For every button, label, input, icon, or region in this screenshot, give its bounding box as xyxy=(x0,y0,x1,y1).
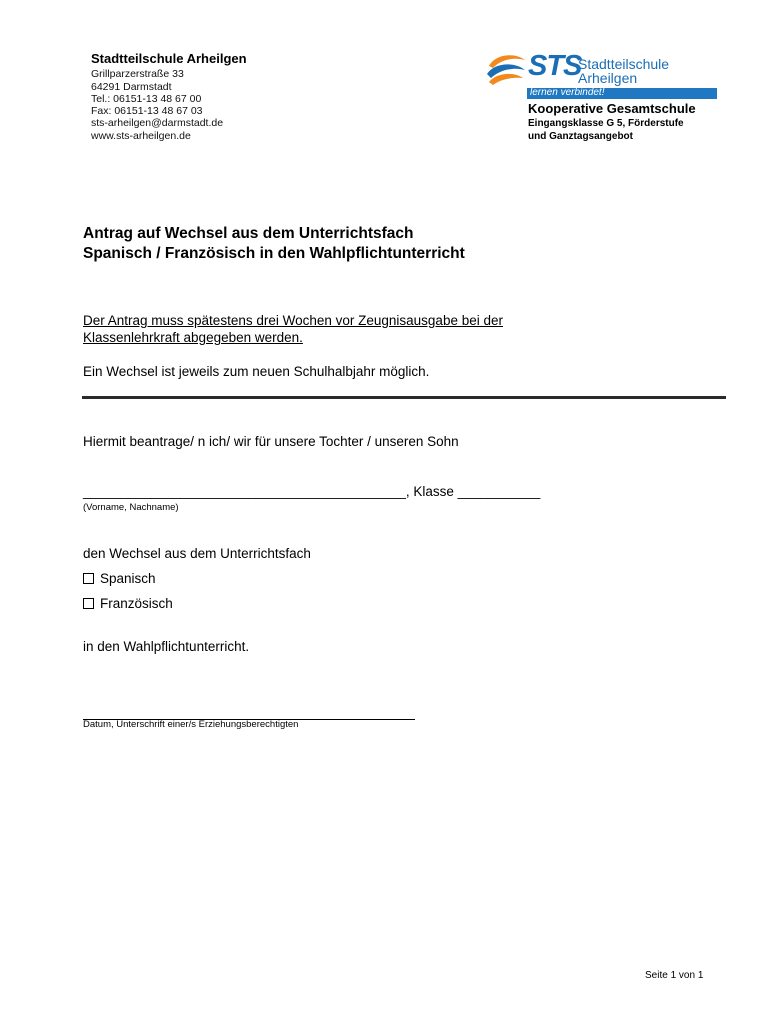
change-from-text: den Wechsel aus dem Unterrichtsfach xyxy=(83,546,311,561)
logo-slogan: lernen verbindet! xyxy=(530,87,605,98)
checkbox-icon[interactable] xyxy=(83,598,94,609)
name-caption: (Vorname, Nachname) xyxy=(83,502,179,513)
option-french-label: Französisch xyxy=(100,596,173,611)
school-sub1: Eingangsklasse G 5, Förderstufe xyxy=(528,118,684,129)
address-fax: Fax: 06151-13 48 67 03 xyxy=(91,105,203,117)
school-sub2: und Ganztagsangebot xyxy=(528,131,633,142)
address-city: 64291 Darmstadt xyxy=(91,81,172,93)
page-number: Seite 1 von 1 xyxy=(645,970,704,981)
request-intro: Hiermit beantrage/ n ich/ wir für unsere Tochter / unseren Sohn xyxy=(83,434,459,449)
signature-caption: Datum, Unterschrift einer/s Erziehungsberechtigten xyxy=(83,719,299,730)
notice-line1: Der Antrag muss spätestens drei Wochen vor Zeugnisausgabe bei der xyxy=(83,313,503,328)
document-title-line1: Antrag auf Wechsel aus dem Unterrichtsfach xyxy=(83,225,414,242)
school-type: Kooperative Gesamtschule xyxy=(528,101,696,116)
school-name: Stadtteilschule Arheilgen xyxy=(91,51,247,66)
document-title-line2: Spanisch / Französisch in den Wahlpflichtunterricht xyxy=(83,245,465,262)
option-spanish-label: Spanisch xyxy=(100,571,156,586)
option-french[interactable] xyxy=(83,595,173,612)
notice-line2: Klassenlehrkraft abgegeben werden. xyxy=(83,330,303,345)
address-tel: Tel.: 06151-13 48 67 00 xyxy=(91,93,202,105)
to-text: in den Wahlpflichtunterricht. xyxy=(83,639,250,654)
checkbox-icon[interactable] xyxy=(83,573,94,584)
school-logo-mark-icon xyxy=(485,52,527,88)
address-email: sts-arheilgen@darmstadt.de xyxy=(91,117,224,129)
info-text: Ein Wechsel ist jeweils zum neuen Schulhalbjahr möglich. xyxy=(83,364,430,379)
address-street: Grillparzerstraße 33 xyxy=(91,68,184,80)
divider-rule xyxy=(82,396,726,399)
name-class-field[interactable]: ___________________________________________, Klasse ___________ xyxy=(83,484,541,499)
address-web: www.sts-arheilgen.de xyxy=(91,130,191,142)
logo-line1: Stadtteilschule xyxy=(578,56,670,72)
logo-abbr: STS xyxy=(528,50,582,82)
logo-line2: Arheilgen xyxy=(578,70,638,86)
option-spanish[interactable] xyxy=(83,570,156,587)
